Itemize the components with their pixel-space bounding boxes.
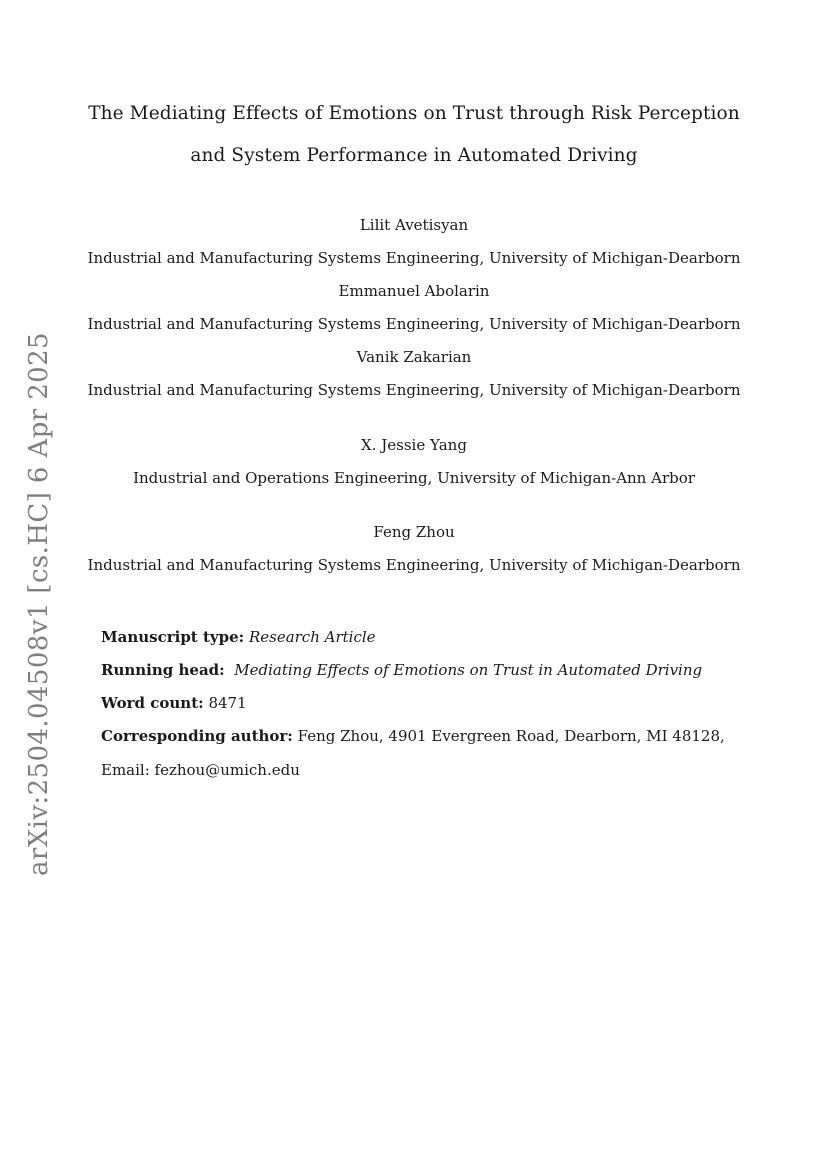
corresponding-author-label: Corresponding author:: [101, 727, 293, 745]
word-count-line: [101, 694, 247, 712]
arxiv-identifier: arXiv:2504.04508v1 [cs.HC] 6 Apr 2025: [24, 331, 54, 877]
author-name: Emmanuel Abolarin: [338, 282, 490, 300]
corresponding-author-value: Feng Zhou, 4901 Evergreen Road, Dearborn, MI 48128,: [297, 727, 725, 745]
author-name: Lilit Avetisyan: [359, 216, 469, 234]
running-head-label: Running head:: [101, 661, 225, 679]
word-count-value: 8471: [208, 694, 247, 712]
author-name: X. Jessie Yang: [361, 436, 467, 454]
author-name: Feng Zhou: [373, 523, 455, 541]
running-head-line: [101, 661, 702, 679]
author-affiliation: Industrial and Manufacturing Systems Engineering, University of Michigan-Dearborn: [87, 556, 741, 574]
author-affiliation: Industrial and Operations Engineering, University of Michigan-Ann Arbor: [133, 469, 695, 487]
author-affiliation: Industrial and Manufacturing Systems Engineering, University of Michigan-Dearborn: [87, 381, 741, 399]
paper-title-line-2: and System Performance in Automated Driving: [190, 145, 638, 166]
word-count-label: Word count:: [101, 694, 204, 712]
manuscript-type-line: [101, 628, 376, 646]
running-head-value: Mediating Effects of Emotions on Trust in Automated Driving: [234, 661, 703, 679]
paper-title-line-1: The Mediating Effects of Emotions on Trust through Risk Perception: [88, 103, 740, 124]
author-affiliation: Industrial and Manufacturing Systems Engineering, University of Michigan-Dearborn: [87, 249, 741, 267]
manuscript-type-label: Manuscript type:: [101, 628, 245, 646]
email-line: Email: fezhou@umich.edu: [101, 761, 300, 779]
corresponding-author-line: [101, 727, 725, 745]
author-name: Vanik Zakarian: [356, 348, 472, 366]
manuscript-type-value: Research Article: [248, 628, 376, 646]
author-affiliation: Industrial and Manufacturing Systems Engineering, University of Michigan-Dearborn: [87, 315, 741, 333]
